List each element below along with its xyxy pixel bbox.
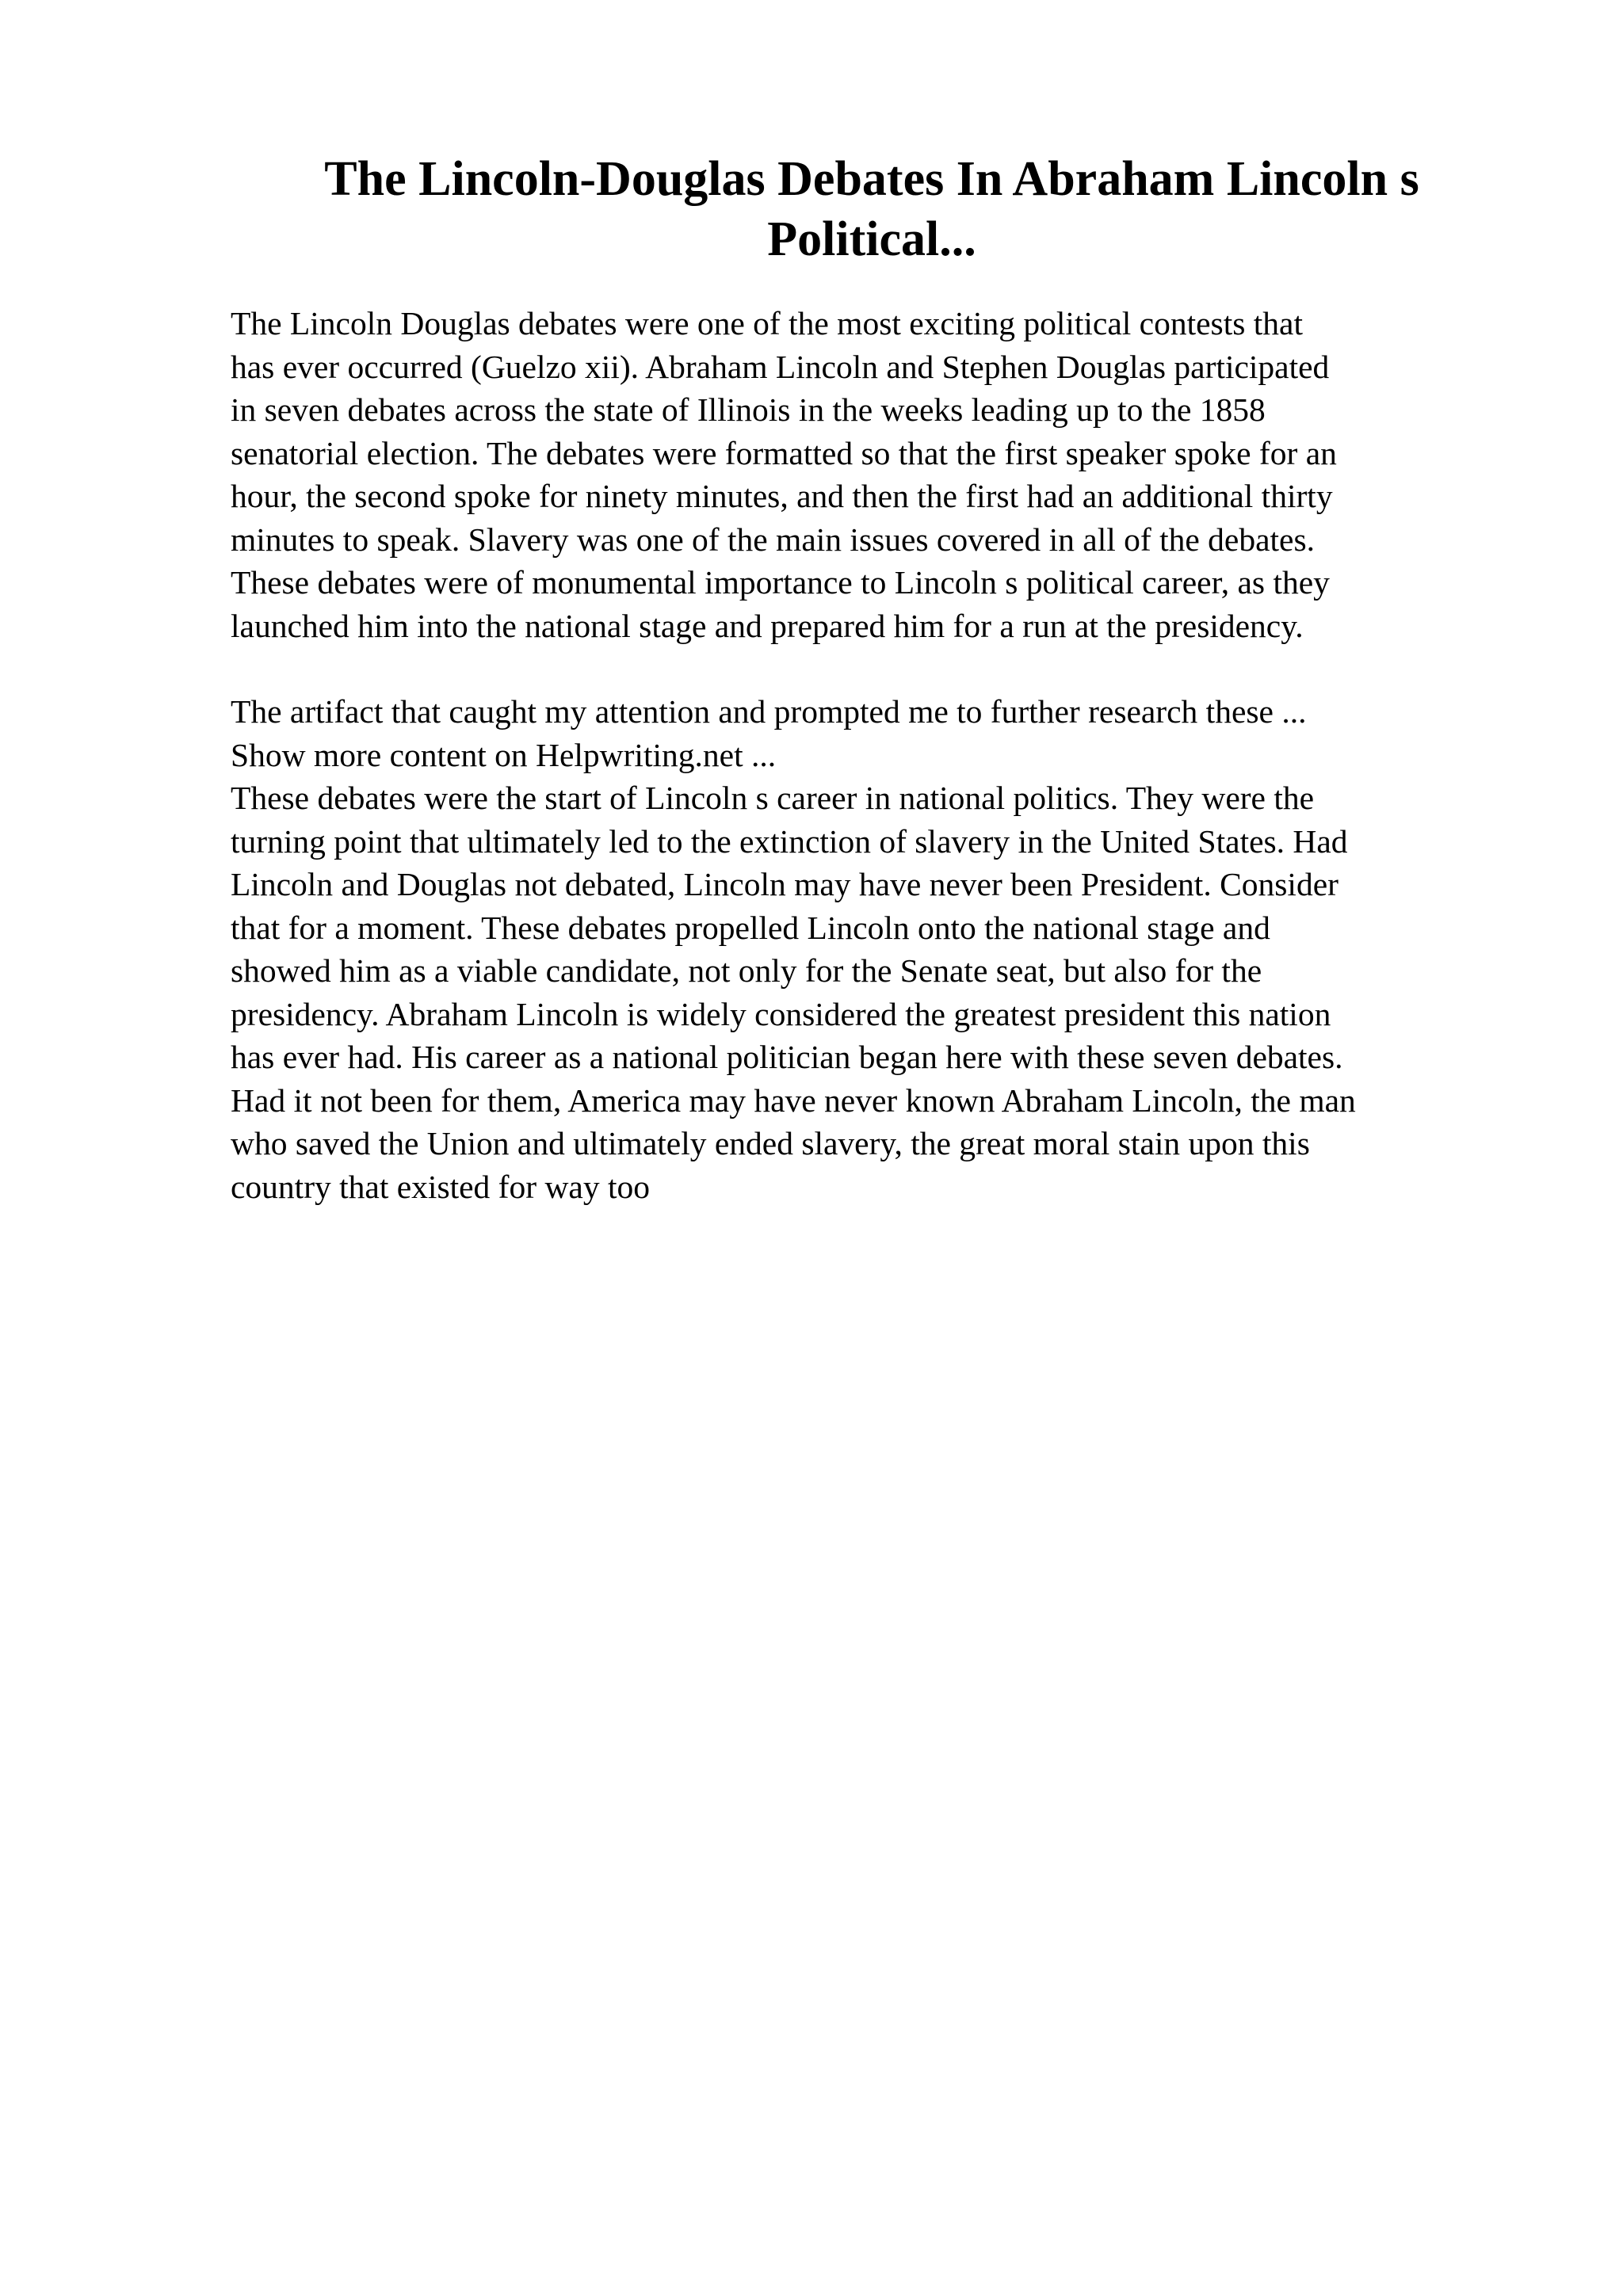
text-line: senatorial election. The debates were formatted so that the first speaker spoke for an bbox=[231, 434, 1337, 471]
text-line: in seven debates across the state of Illinois in the weeks leading up to the 1858 bbox=[231, 391, 1266, 428]
text-line: These debates were the start of Lincoln s career in national politics. They were the bbox=[231, 780, 1315, 816]
text-line: who saved the Union and ultimately ended slavery, the great moral stain upon this bbox=[231, 1125, 1310, 1161]
text-line: showed him as a viable candidate, not only for the Senate seat, but also for the bbox=[231, 952, 1262, 989]
text-line: launched him into the national stage and prepared him for a run at the presidency. bbox=[231, 607, 1304, 644]
text-line: hour, the second spoke for ninety minutes, and then the first had an additional thirty bbox=[231, 478, 1333, 514]
text-line: Lincoln and Douglas not debated, Lincoln may have never been President. Consider bbox=[231, 866, 1338, 902]
show-more-line: Show more content on Helpwriting.net ... bbox=[231, 736, 777, 773]
text-line: turning point that ultimately led to the extinction of slavery in the United States. Had bbox=[231, 822, 1348, 860]
text-line: has ever had. His career as a national politician began here with these seven debates. bbox=[231, 1039, 1343, 1075]
text-line: The artifact that caught my attention and prompted me to further research these ... bbox=[231, 693, 1307, 730]
text-line: The Lincoln Douglas debates were one of the most exciting political contests that bbox=[231, 305, 1303, 341]
text-line: presidency. Abraham Lincoln is widely considered the greatest president this nation bbox=[231, 995, 1331, 1032]
text-line: Had it not been for them, America may have never known Abraham Lincoln, the man bbox=[231, 1081, 1356, 1119]
text-line: country that existed for way too bbox=[231, 1168, 650, 1205]
intro-paragraph bbox=[231, 302, 1514, 647]
text-line: has ever occurred (Guelzo xii). Abraham Lincoln and Stephen Douglas participated bbox=[231, 348, 1330, 385]
continuation-paragraph bbox=[231, 690, 1514, 1208]
text-line: minutes to speak. Slavery was one of the main issues covered in all of the debates. bbox=[231, 521, 1315, 558]
document-title bbox=[301, 149, 1442, 269]
text-line: These debates were of monumental importance to Lincoln s political career, as they bbox=[231, 564, 1330, 601]
text-line: that for a moment. These debates propelled Lincoln onto the national stage and bbox=[231, 909, 1270, 946]
title-line: The Lincoln-Douglas Debates In Abraham Lincoln s bbox=[324, 152, 1419, 206]
title-line: Political... bbox=[767, 212, 976, 266]
